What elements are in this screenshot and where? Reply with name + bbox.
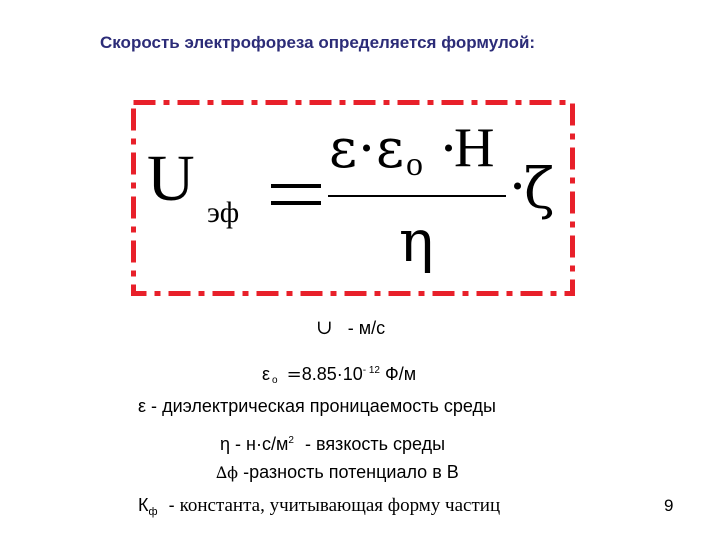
slide-title: Скорость электрофореза определяется формулой:: [100, 33, 536, 52]
k-dash: -: [168, 495, 175, 515]
page-number: 9: [664, 496, 674, 515]
eta-unit-exponent: 2: [288, 435, 294, 446]
definition-eta: [220, 430, 445, 455]
numerator-epsilon0: ε: [376, 117, 404, 180]
eps0-subscript: o: [272, 375, 278, 386]
zeta-dot: ·: [509, 155, 527, 218]
u-unit: м/с: [358, 318, 386, 338]
definition-eps0: [262, 360, 416, 389]
dphi-text: разность потенциало в В: [249, 462, 459, 482]
formula-u-subscript: эф: [207, 196, 240, 229]
eps0-symbol: ε: [262, 364, 271, 384]
numerator-epsilon0-subscript: o: [406, 146, 423, 183]
numerator-dot-2: ·: [440, 117, 458, 180]
numerator-h: H: [454, 117, 495, 179]
eps0-unit: Ф/м: [385, 364, 417, 384]
k-text: константа, учитывающая форму частиц: [179, 495, 501, 516]
denominator-eta: η: [399, 207, 434, 275]
dphi-dash: -: [243, 462, 250, 482]
definition-k: [138, 494, 500, 519]
u-symbol: ∪: [316, 315, 333, 339]
eps0-exponent: - 12: [362, 365, 380, 376]
eps-text: диэлектрическая проницаемость среды: [162, 396, 496, 416]
numerator-epsilon: ε: [329, 117, 357, 180]
definition-dphi: [216, 461, 459, 484]
numerator-dot-1: ·: [358, 117, 376, 180]
eta-dash: -: [235, 434, 242, 454]
formula-u-symbol: U: [147, 142, 195, 215]
eta-dash-2: -: [304, 434, 311, 454]
equals-sign: [271, 180, 321, 210]
eta-unit: н·с/м: [246, 434, 289, 454]
eps0-equals: =: [286, 364, 302, 385]
eta-text: вязкость среды: [315, 434, 446, 454]
u-dash: -: [347, 318, 354, 338]
eps-dash: -: [151, 396, 158, 416]
eps-symbol: ε: [138, 396, 147, 416]
k-symbol: К: [138, 495, 149, 515]
fraction-bar: [328, 195, 506, 197]
definition-eps: [138, 395, 496, 417]
definition-u: [316, 316, 385, 339]
zeta-symbol: ζ: [524, 157, 555, 222]
dphi-symbol: ∆ϕ: [216, 463, 239, 482]
k-subscript: ф: [148, 506, 158, 518]
formula-box: [131, 100, 575, 296]
eta-symbol: η: [220, 434, 231, 454]
eps0-value: 8.85·10: [301, 364, 363, 384]
